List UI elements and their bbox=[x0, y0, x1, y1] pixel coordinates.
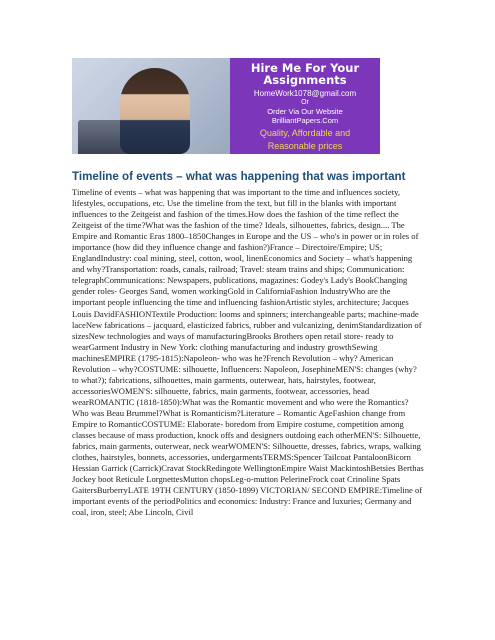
banner-title-line2: Assignments bbox=[263, 72, 347, 87]
document-title: Timeline of events – what was happening that was important bbox=[72, 170, 406, 183]
person-image bbox=[120, 68, 190, 154]
banner-text-panel bbox=[230, 58, 380, 154]
banner-website[interactable]: BrilliantPapers.Com bbox=[271, 115, 339, 125]
document-body: Timeline of events – what was happening that was important to the time and influences society, lifestyles, occupations, etc. Use the timeline from the text, but fill in the blanks with important influences to the Zeitgeist and fashion of the times.How does the fashion of the time reflect the Zeitgeist of the time?What was the fashion of the time? Ideals, silhouettes, fabrics, design.... The Empire and Romantic Eras 1800–1850Changes in Europe and the US – who's in power or in roles of importance (how did they influence change and fashion?)France – Directoire/Empire; US; EnglandIndustry: coal mining, steel, cotton, wool, linenEconomics and Society – what's happening and why?Transportation: roads, canals, railroad; Travel: steam trains and ships; Communication: telegraphCommunications: Newspapers, publications, magazines: Godey's Lady's BookChanging gender roles- Georges Sand, women workingGold in CaliforniaFashion IndustryWho are the important people influencing the time and influencing fashionArtistic styles, architecture; Jacques Louis DavidFASHIONTextile Production: looms and spinners; interchangeable parts; machine-made laceNew fabrications – jacquard, elasticized fabrics, rubber and vulcanizing, denimStandardization of sizesNew technologies and ways of manufacturingBrooks Brothers open retail store- ready to wearGarment Industry in New York: clothing manufacturing and industry growthSewing machinesEMPIRE (1795-1815):Napoleon- who was he?French Revolution – why? American Revolution – why?COSTUME: silhouette, Influencers: Napoleon, JosephineMEN'S: changes (why? to what?); fabrications, silhouettes, main garments, outerwear, hats, hairstyles, footwear, accessoriesWOMEN'S: silhouette, fabrics, main garments, footwear, accessories, head wearROMANTIC (1818-1850):What was the Romantic movement and who were the Romantics?Who was Beau Brummel?What is Romanticism?Literature – Romantic AgeFashion change from Empire to RomanticCOSTUME: Elaborate- boredom from Empire costume, competition among classes because of mass production, knock offs and designers outdoing each otherMEN'S: Silhouette, fabrics, main garments, outerwear, neck wearWOMEN'S: Silhouette, dresses, fabrics, wraps, walking clothes, hairstyles, bonnets, accessories, undergarmentsTERMS:Spencer Tailcoat PantaloonBicorn Hessian Garrick (Carrick)Cravat StockRedingote WellingtonEmpire Waist MackintoshBetsies Berthas Jockey boot Reticule LorgnettesMutton chopsLeg-o-mutton PelerineFrock coat Crinoline Spats GaitersBurberryLATE 19TH CENTURY (1850-1899) VICTORIAN/ SECOND EMPIRE:Timeline of important events of the periodPolitics and economics: Industry: France and luxuries; Germany and coal, iron, steel; Abe Lincoln, Civil bbox=[72, 187, 424, 518]
banner-tagline-line1: Quality, Affordable and bbox=[259, 127, 351, 138]
advertisement-banner[interactable] bbox=[72, 58, 380, 154]
banner-order-text: Order Via Our Website bbox=[267, 106, 343, 116]
banner-or: Or bbox=[301, 98, 309, 106]
banner-title-line1: Hire Me For Your bbox=[250, 60, 360, 75]
banner-photo bbox=[72, 58, 230, 154]
banner-email[interactable]: HomeWork1078@gmail.com bbox=[253, 88, 357, 98]
banner-tagline-line2: Reasonable prices bbox=[267, 140, 343, 151]
